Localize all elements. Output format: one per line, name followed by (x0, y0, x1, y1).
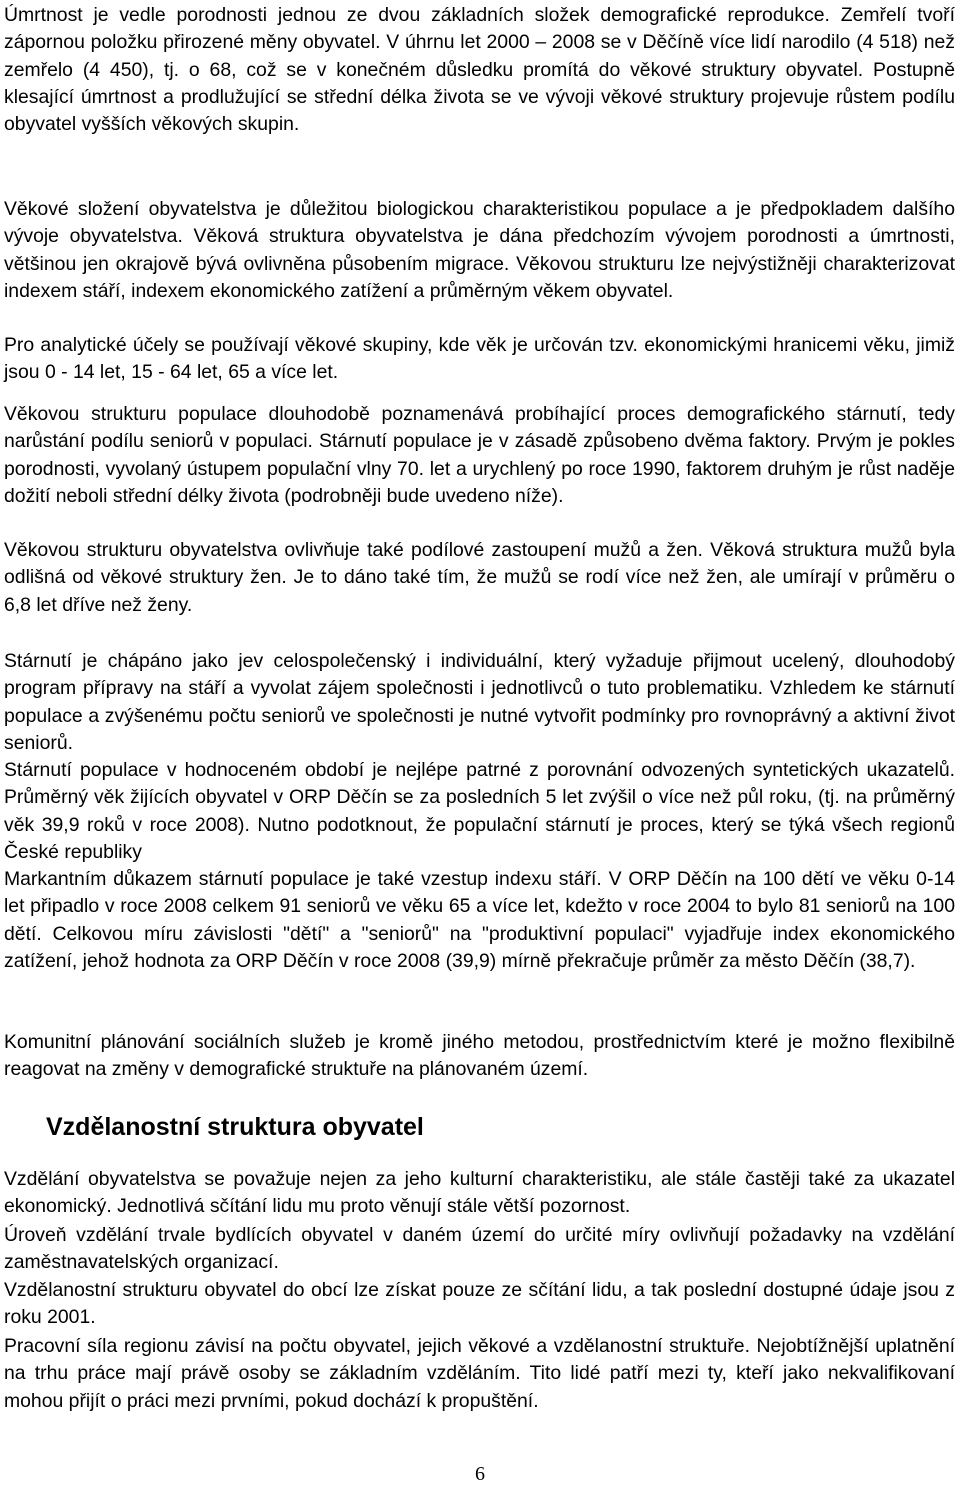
paragraph-education-level: Úroveň vzdělání trvale bydlících obyvatel v daném území do určité míry ovlivňují požadavky na vzdělání zaměstnavatelských organizací. (4, 1224, 955, 1274)
paragraph-age-composition: Věkové složení obyvatelstva je důležitou biologickou charakteristikou populace a je předpokladem dalšího vývoje obyvatelstva. Věková struktura obyvatelstva je dána předchozím vývojem porodnosti a úmrtnosti, většinou jen okrajově bývá ovlivněna působením migrace. Věkovou strukturu lze nejvýstižněji charakterizovat indexem stáří, indexem ekonomického zatížení a průměrným věkem obyvatel. (4, 198, 955, 302)
section-heading-education: Vzdělanostní struktura obyvatel (46, 1113, 424, 1141)
page-number: 6 (475, 1463, 485, 1485)
paragraph-gender-structure: Věkovou strukturu obyvatelstva ovlivňuje také podílové zastoupení mužů a žen. Věková struktura mužů byla odlišná od věkové struktury žen. Je to dáno také tím, že mužů se rodí více než žen, ale umírají v průměru o 6,8 let dříve než ženy. (4, 539, 955, 616)
paragraph-education-intro: Vzdělání obyvatelstva se považuje nejen za jeho kulturní charakteristiku, ale stále častěji také za ukazatel ekonomický. Jednotlivá sčítání lidu mu proto věnují stále větší pozornost. (4, 1168, 955, 1218)
paragraph-community-planning: Komunitní plánování sociálních služeb je kromě jiného metodou, prostřednictvím které je možno flexibilně reagovat na změny v demografické struktuře na plánovaném území. (4, 1031, 955, 1081)
paragraph-aging-phenomenon: Stárnutí je chápáno jako jev celospolečenský i individuální, který vyžaduje přijmout ucelený, dlouhodobý program přípravy na stáří a vyvolat zájem společnosti i jednotlivců o tuto problematiku. Vzhledem ke stárnutí populace a zvýšenému počtu seniorů ve společnosti je nutné vytvořit podmínky pro rovnoprávný a aktivní život seniorů. (4, 650, 955, 754)
paragraph-mortality: Úmrtnost je vedle porodnosti jednou ze dvou základních složek demografické reprodukce. Zemřelí tvoří zápornou položku přirozené měny obyvatel. V úhrnu let 2000 – 2008 se v Děčíně více lidí narodilo (4 518) než zemřelo (4 450), tj. o 68, což se v konečném důsledku promítá do věkové struktury obyvatel. Postupně klesající úmrtnost a prodlužující se střední délka života se ve vývoji věkové struktury projevuje růstem podílu obyvatel vyšších věkových skupin. (4, 4, 955, 136)
paragraph-aging-process: Věkovou strukturu populace dlouhodobě poznamenává probíhající proces demografického stárnutí, tedy narůstání podílu seniorů v populaci. Stárnutí populace je v zásadě způsobeno dvěma faktory. Prvým je pokles porodnosti, vyvolaný ústupem populační vlny 70. let a urychlený po roce 1990, faktorem druhým je růst naděje dožití neboli střední délky života (podrobněji bude uvedeno níže). (4, 403, 955, 507)
paragraph-aging-index: Markantním důkazem stárnutí populace je také vzestup indexu stáří. V ORP Děčín na 100 dětí ve věku 0-14 let připadlo v roce 2008 celkem 91 seniorů ve věku 65 a více let, kdežto v roce 2004 to bylo 81 seniorů na 100 dětí. Celkovou míru závislosti "dětí" a "seniorů" na "produktivní populaci" vyjadřuje index ekonomického zatížení, jehož hodnota za ORP Děčín v roce 2008 (39,9) mírně překračuje průměr za město Děčín (38,7). (4, 868, 955, 972)
paragraph-education-census: Vzdělanostní strukturu obyvatel do obcí lze získat pouze ze sčítání lidu, a tak poslední dostupné údaje jsou z roku 2001. (4, 1279, 955, 1329)
paragraph-age-groups: Pro analytické účely se používají věkové skupiny, kde věk je určován tzv. ekonomickými hranicemi věku, jimiž jsou 0 - 14 let, 15 - 64 let, 65 a více let. (4, 334, 955, 384)
paragraph-labour-force: Pracovní síla regionu závisí na počtu obyvatel, jejich věkové a vzdělanostní struktuře. Nejobtížnější uplatnění na trhu práce mají právě osoby se základním vzděláním. Tito lidé patří mezi ty, kteří jako nekvalifikovaní mohou přijít o práci mezi prvními, pokud dochází k propuštění. (4, 1335, 955, 1412)
paragraph-aging-indicators: Stárnutí populace v hodnoceném období je nejlépe patrné z porovnání odvozených syntetických ukazatelů. Průměrný věk žijících obyvatel v ORP Děčín se za posledních 5 let zvýšil o více než půl roku, (tj. na průměrný věk 39,9 roků v roce 2008). Nutno podotknout, že populační stárnutí je proces, který se týká všech regionů České republiky (4, 759, 955, 863)
